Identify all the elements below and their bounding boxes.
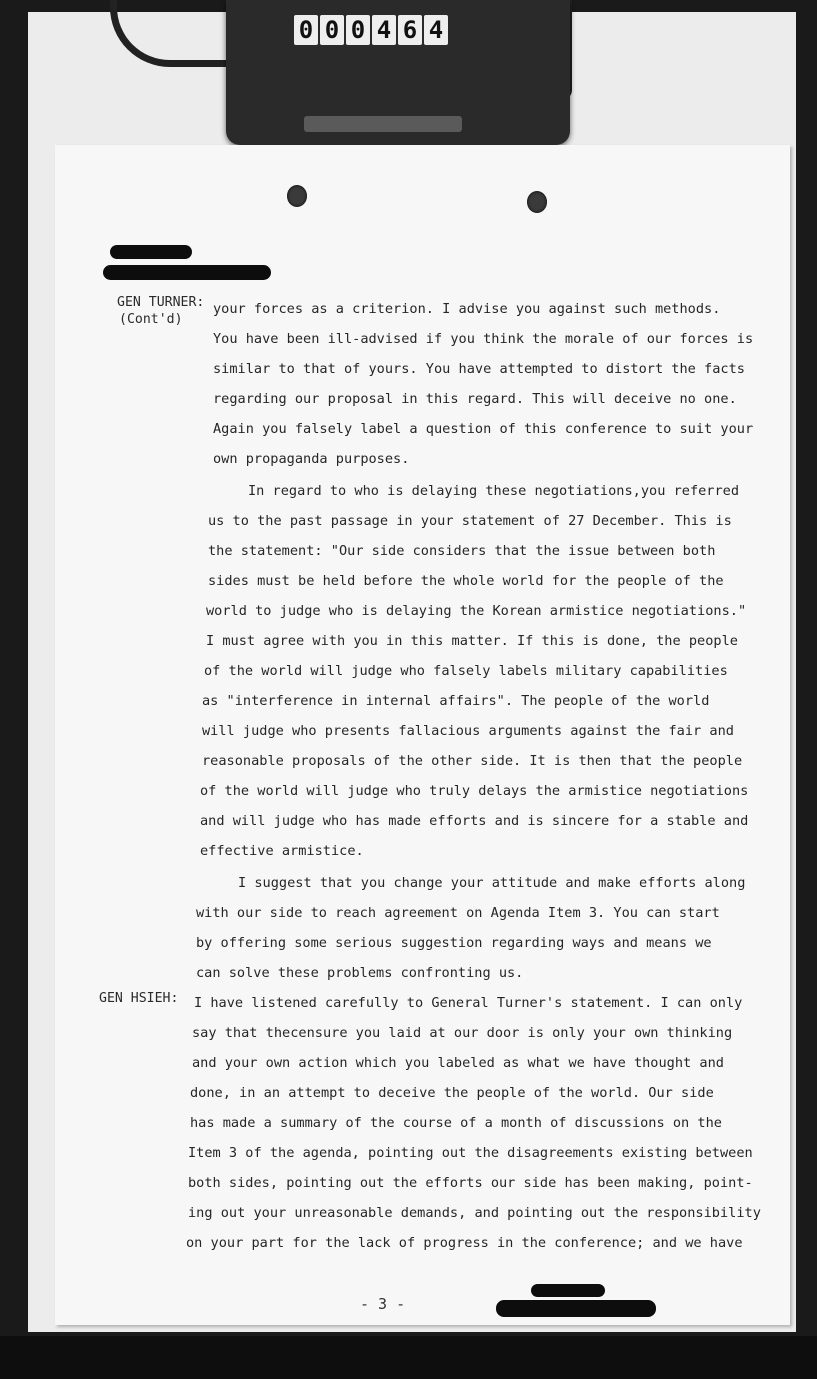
text-line: on your part for the lack of progress in the conference; and we have <box>186 1235 743 1251</box>
text-line: I suggest that you change your attitude and make efforts along <box>238 875 746 891</box>
speaker-label-turner: GEN TURNER: <box>117 295 205 310</box>
counter-digit: 0 <box>294 15 318 45</box>
text-line: world to judge who is delaying the Korean armistice negotiations." <box>206 603 747 619</box>
page-number: - 3 - <box>360 1295 406 1313</box>
punch-hole <box>287 185 307 207</box>
text-line: Again you falsely label a question of this conference to suit your <box>213 421 754 437</box>
text-line: as "interference in internal affairs". The people of the world <box>202 693 710 709</box>
counter-digit: 4 <box>424 15 448 45</box>
text-line: regarding our proposal in this regard. This will deceive no one. <box>213 391 737 407</box>
text-line: sides must be held before the whole world for the people of the <box>208 573 724 589</box>
text-line: by offering some serious suggestion regarding ways and means we <box>196 935 712 951</box>
text-line: own propaganda purposes. <box>213 451 410 467</box>
counter-digit: 6 <box>398 15 422 45</box>
counter-digit: 4 <box>372 15 396 45</box>
text-line: has made a summary of the course of a month of discussions on the <box>190 1115 722 1131</box>
text-line: us to the past passage in your statement of 27 December. This is <box>208 513 732 529</box>
text-line: of the world will judge who truly delays the armistice negotiations <box>200 783 749 799</box>
text-line: You have been ill-advised if you think the morale of our forces is <box>213 331 754 347</box>
text-line: the statement: "Our side considers that the issue between both <box>208 543 716 559</box>
text-line: ing out your unreasonable demands, and pointing out the responsibility <box>188 1205 761 1221</box>
text-line: say that thecensure you laid at our door is only your own thinking <box>192 1025 733 1041</box>
text-line: Item 3 of the agenda, pointing out the disagreements existing between <box>188 1145 753 1161</box>
text-line: In regard to who is delaying these negotiations,you referred <box>248 483 740 499</box>
document-page <box>55 145 790 1325</box>
redaction-bar <box>103 265 271 280</box>
text-line: of the world will judge who falsely labels military capabilities <box>204 663 728 679</box>
counter-slot <box>304 116 462 132</box>
text-line: similar to that of yours. You have attempted to distort the facts <box>213 361 745 377</box>
redaction-bar <box>531 1284 605 1297</box>
text-line: will judge who presents fallacious arguments against the fair and <box>202 723 734 739</box>
text-line: both sides, pointing out the efforts our side has been making, point- <box>188 1175 753 1191</box>
frame-counter <box>226 0 570 145</box>
text-line: reasonable proposals of the other side. It is then that the people <box>202 753 743 769</box>
frame-counter-digits <box>294 15 448 45</box>
counter-digit: 0 <box>346 15 370 45</box>
text-line: your forces as a criterion. I advise you against such methods. <box>213 301 721 317</box>
counter-digit: 0 <box>320 15 344 45</box>
text-line: and your own action which you labeled as what we have thought and <box>192 1055 724 1071</box>
speaker-label-hsieh: GEN HSIEH: <box>99 991 179 1006</box>
text-line: effective armistice. <box>200 843 364 859</box>
text-line: and will judge who has made efforts and is sincere for a stable and <box>200 813 749 829</box>
text-line: can solve these problems confronting us. <box>196 965 524 981</box>
redaction-bar <box>110 245 192 259</box>
scan-bottom-edge <box>0 1336 817 1379</box>
text-line: with our side to reach agreement on Agenda Item 3. You can start <box>196 905 720 921</box>
punch-hole <box>527 191 547 213</box>
redaction-bar <box>496 1300 656 1317</box>
text-line: done, in an attempt to deceive the people of the world. Our side <box>190 1085 714 1101</box>
speaker-continued-label: (Cont'd) <box>119 312 183 327</box>
text-line: I have listened carefully to General Turner's statement. I can only <box>194 995 743 1011</box>
text-line: I must agree with you in this matter. If this is done, the people <box>206 633 738 649</box>
